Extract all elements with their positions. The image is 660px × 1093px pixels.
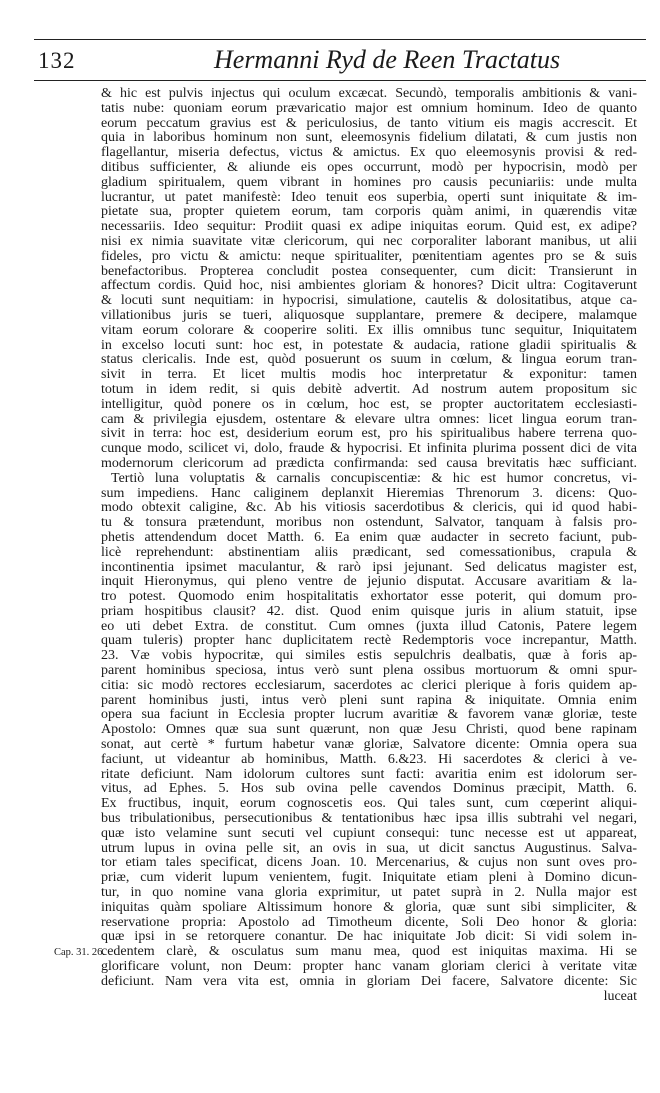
text-line: cedentem clarè, & osculatus sum manu mea, quod est iniquitas maxima. Hi se xyxy=(101,944,637,960)
text-line: sivit in terra. Et licet multis modis hoc interpretatur & exponitur: tamen xyxy=(101,367,637,383)
text-line: modo obtexit caligine, &c. Ab his vitiosis sacerdotibus & clericis, qui id quod habi- xyxy=(101,500,637,516)
text-line: eo uti debet Extra. de constitut. Cum omnes (juxta illud Catonis, Patere legem xyxy=(101,618,637,634)
header-rule-bottom xyxy=(34,80,646,81)
text-line: totum in idem redit, si quis debitè advertit. Ad nostrum autem propositum sic xyxy=(101,381,637,397)
text-line: sum impediens. Hanc caliginem deplanxit Hieremias Threnorum 3. dicens: Quo- xyxy=(101,485,637,501)
text-line: quia in laboribus hominum non sunt, eleemosynis fidelium dilatati, & cum justis non xyxy=(101,130,637,146)
text-line: lucrantur, ut patet manifestè: Ideo tenuit eos superbia, operti sunt iniquitate & im- xyxy=(101,189,637,205)
text-line: ditibus sufficienter, & aliunde eis opes occurrunt, modò per hypocrisin, modò per xyxy=(101,159,637,175)
text-line: Tertiò luna voluptatis & carnalis concupiscentiæ: & hic est humor concretus, vi- xyxy=(111,470,637,486)
text-line: status clericalis. Inde est, quòd posuerunt os suum in cœlum, & lingua eorum tran- xyxy=(101,352,637,368)
text-line: opera sua faciunt in Ecclesia propter lucrum avaritiæ & favorem vanæ gloriæ, teste xyxy=(101,707,637,723)
text-line: tor etiam tales specificat, dicens Joan. 10. Mercenarius, & cujus non sunt oves pro- xyxy=(101,855,637,871)
text-line: benefactoribus. Propterea concludit postea consequenter, cum dicit: Transierunt in xyxy=(101,263,637,279)
text-line: tu & tonsura prætendunt, moribus non ostendunt, Salvator, tanquam à falsis pro- xyxy=(101,515,637,531)
text-line: faciunt, ut videantur ab hominibus, Matth. 6.&23. Hi sacerdotes & clerici à ve- xyxy=(101,751,637,767)
text-line: tatis nube: quoniam eorum prævaricatio major est omnium hominum. Ideo de quanto xyxy=(101,100,637,116)
running-title: Hermanni Ryd de Reen Tractatus xyxy=(214,45,561,74)
text-line: cunque modo, scilicet vi, dolo, fraude & hypocrisi. Et infinita plurima possent dici de vita xyxy=(101,441,637,457)
text-line: glorificare volunt, non Deum: propter hanc vanam gloriam clerici à veritate vitæ xyxy=(101,959,637,975)
text-line: 23. Væ vobis hypocritæ, qui similes estis sepulchris dealbatis, quæ à foris ap- xyxy=(101,648,637,664)
text-line: Apostolo: Omnes quæ sua sunt quærunt, non quæ Jesu Christi, quod bene rapinam xyxy=(101,722,637,738)
text-line: quam tuleris) propter hanc duplicitatem rectè Redemptoris voce increpantur, Matth. xyxy=(101,633,637,649)
text-line: sivit in terra: hoc est, desiderium eorum est, pro his spiritualibus habere terrena quo- xyxy=(101,426,637,442)
text-line: iniquitas quàm spoliare Altissimum honore & gloria, quæ sunt sibi simpliciter, & xyxy=(101,899,637,915)
text-line: reservatione propria: Apostolo ad Timotheum dicente, Soli Deo honor & gloria: xyxy=(101,914,637,930)
text-line: nisi ex nimia suavitate vitæ clericorum, qui nec corporaliter laborant manibus, ut alii xyxy=(101,233,637,249)
text-line: modernorum clericorum ad prædicta confirmanda: sed causa brevitatis hæc sufficiant. xyxy=(101,455,637,471)
text-line: luceat xyxy=(603,988,637,1004)
text-line: bus tribulationibus, persecutionibus & tentationibus hæc ipsa illis subtrahi vel negari, xyxy=(101,811,637,827)
text-line: vitam eorum colorare & cooperire soliti. Ex illis omnibus tunc sequitur, Iniquitatem xyxy=(101,322,637,338)
margin-note: Cap. 31. 26. xyxy=(54,947,106,959)
text-line: licè reprehendunt: abstinentiam aliis prædicant, sed comessationibus, crapula & xyxy=(101,544,637,560)
header-rule-top xyxy=(34,39,646,40)
text-line: priam hospitibus clausit? 42. dist. Quod enim quisque juris in alium statuit, ipse xyxy=(101,603,637,619)
text-line: incontinentia ipsimet maculantur, & rarò ipsi jejunant. Sed delicatus magister est, xyxy=(101,559,637,575)
text-line: cam & privilegia ejusdem, ostentare & elevare ultra omnes: licet lingua eorum tran- xyxy=(101,411,637,427)
text-line: fideles, pro victu & amictu: neque spiritualiter, pœnitentiam agentes pro se & suis xyxy=(101,248,637,264)
text-line: citia: sic modò rectores ecclesiarum, sacerdotes ac clerici plerique à foris quidem ap- xyxy=(101,677,637,693)
text-line: priæ, cum viderit lupum venientem, fugit. Iniquitate etiam pleni à Domino dicun- xyxy=(101,870,637,886)
text-line: utrum lupus in ovina pelle sit, an ovis in sua, ut dicit sanctus Augustinus. Salva- xyxy=(101,840,637,856)
text-line: quæ isto velamine sunt secuti vel cupiunt consequi: tunc necesse est ut appareat, xyxy=(101,825,637,841)
text-line: villationibus juris se tueri, aliquosque supplantare, premere & decipere, malamque xyxy=(101,307,637,323)
text-line: affectum cordis. Quid hoc, nisi ambientes gloriam & honores? Dicit ultra: Cogitaverunt xyxy=(101,278,637,294)
text-line: sonat, aut certè * furtum habetur vanæ gloriæ, Salvatore dicente: Omnia opera sua xyxy=(101,737,637,753)
text-line: intelligitur, quòd ponere os in cœlum, hoc est, se propter auctoritatem ecclesiasti- xyxy=(101,396,637,412)
text-line: deficiunt. Nam vera vita est, omnia in gloriam Dei facere, Salvatore dicente: Sic xyxy=(101,973,637,989)
text-line: ritate deficiunt. Nam idolorum cultores sunt facti: avaritia enim est idolorum ser- xyxy=(101,766,637,782)
text-line: parent hominibus speciosa, intus verò sunt plena ossibus mortuorum & omni spur- xyxy=(101,663,637,679)
text-line: Ex fructibus, inquit, eorum cognoscetis eos. Qui tales sunt, cum cœperint aliqui- xyxy=(101,796,637,812)
text-line: & hic est pulvis injectus qui oculum excæcat. Secundò, temporalis ambitionis & vani- xyxy=(101,86,637,101)
text-line: & locuti sunt nequitiam: in hypocrisi, simulatione, cautelis & dolositatibus, atque ca- xyxy=(101,293,637,309)
text-line: inquit Hieronymus, qui pleno ventre de jejunio disputat. Accusare avaritiam & la- xyxy=(101,574,637,590)
text-line: tur, in quo nomine vana gloria exprimitur, ut patet suprà in 2. Nulla major est xyxy=(101,885,637,901)
text-line: parent hominibus justi, intus verò pleni sunt rapina & iniquitate. Omnia enim xyxy=(101,692,637,708)
text-line: necessariis. Ideo sequitur: Prodiit quasi ex adipe iniquitas eorum. Quid est, ex adipe? xyxy=(101,219,637,235)
text-line: phetis attendendum docet Matth. 6. Ea enim quæ audacter in secreto faciunt, pub- xyxy=(101,529,637,545)
page-number: 132 xyxy=(38,48,76,73)
text-line: flagellantur, miseria defectus, victus & amictus. Ex quo eleemosynis provisi & red- xyxy=(101,145,637,161)
text-line: in excelso locuti sunt: hoc est, in potestate & audacia, ratione gladii spiritualis & xyxy=(101,337,637,353)
text-line: quæ ipsi in se retorquere conantur. De hac iniquitate Job dicit: Si vidi solem in- xyxy=(101,929,637,945)
text-line: tro potest. Quomodo enim hospitalitatis exhortator esse poterit, qui domum pro- xyxy=(101,589,637,605)
text-line: gladium spiritualem, quem vibrant in homines pro causis pecuniariis: unde multa xyxy=(101,174,637,190)
body-text xyxy=(101,87,637,1004)
text-line: vitus, ad Ephes. 5. Hos sub ovina pelle cavendos Dominus præcipit, Matth. 6. xyxy=(101,781,637,797)
text-line: pietate sua, propter quietem eorum, tam corporis quàm animi, in quærendis vitæ xyxy=(101,204,637,220)
text-line: eorum peccatum gravius est & periculosius, de tanto vitium eis magis accrescit. Et xyxy=(101,115,637,131)
